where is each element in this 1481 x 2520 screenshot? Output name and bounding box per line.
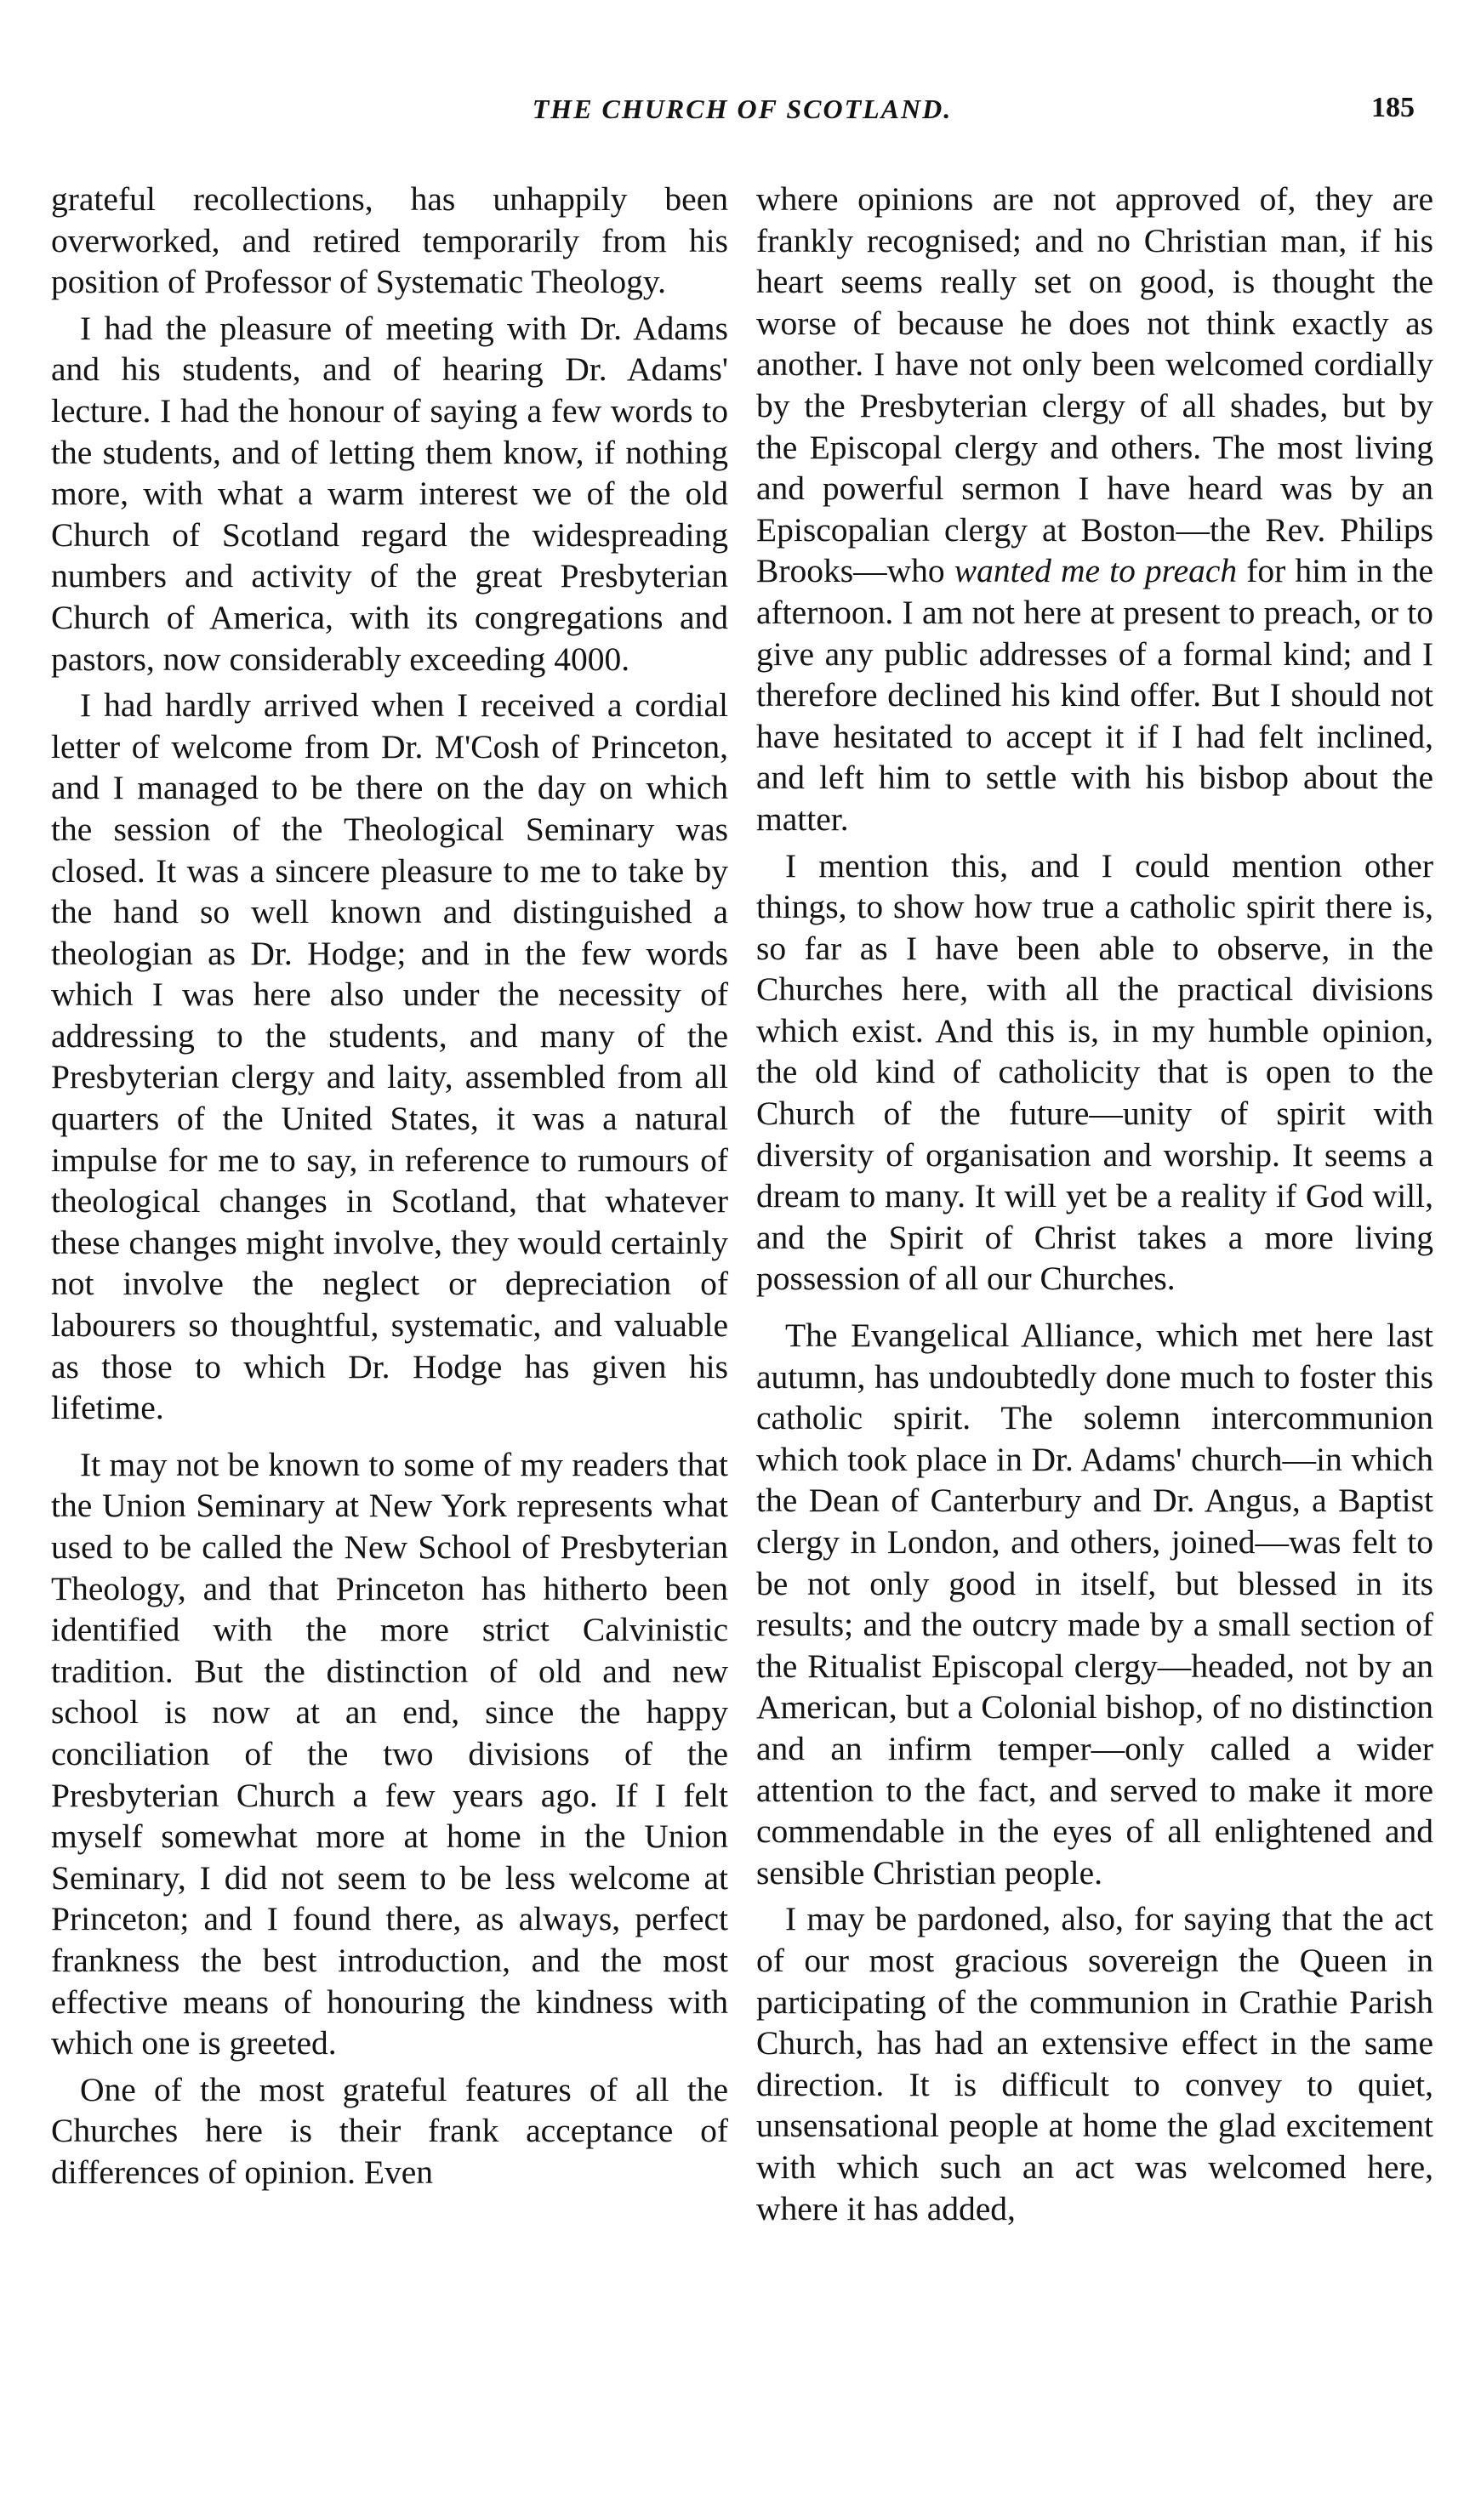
page-number: 185 bbox=[1371, 92, 1415, 123]
paragraph: One of the most grateful features of all the Churches here is their frank acceptance of differences of opinion. Even bbox=[51, 2070, 728, 2191]
book-page bbox=[51, 85, 1433, 2492]
emphasis-text: wanted me to preach bbox=[954, 552, 1238, 590]
paragraph-text: where opinions are not approved of, they are frankly recognised; and no Christian man, if his heart seems really set on good, is thought the worse of because he does not think exactly as another. I have not only been welcomed cordially by the Presbyterian clergy of all shades, but by the Episcopal clergy and others. The most living and powerful sermon I have heard was by an Episcopalian clergy at Boston—the Rev. Philips Brooks—who bbox=[756, 180, 1433, 590]
paragraph: grateful recollections, has unhappily been overworked, and retired temporarily from his position of Professor of Systematic Theology. bbox=[51, 180, 728, 301]
paragraph: I may be pardoned, also, for saying that the act of our most gracious sovereign the Queen in participating of the communion in Crathie Parish Church, has had an extensive effect in the same direction. It is difficult to convey to quiet, unsensational people at home the glad excitement with which such an act was welcomed here, where it has added, bbox=[756, 1900, 1433, 2227]
paragraph: I had hardly arrived when I received a cordial letter of welcome from Dr. M'Cosh of Princeton, and I managed to be there on the day on which the session of the Theological Seminary was closed. It was a sincere pleasure to me to take by the hand so well known and distinguished a theologian as Dr. Hodge; and in the few words which I was here also under the necessity of addressing to the students, and many of the Presbyterian clergy and laity, assembled from all quarters of the United States, it was a natural impulse for me to say, in reference to rumours of theological changes in Scotland, that whatever these changes might involve, they would certainly not involve the neglect or depreciation of labourers so thoughtful, systematic, and valuable as those to which Dr. Hodge has given his lifetime. bbox=[51, 686, 728, 1427]
text-columns bbox=[51, 179, 1433, 2229]
left-column bbox=[51, 179, 728, 2229]
paragraph-text: for him in the afternoon. I am not here at present to preach, or to give any public addresses of a formal kind; and I therefore declined his kind offer. But I should not have hesitated to accept it if I had felt inclined, and left him to settle with his bisbop about the matter. bbox=[756, 552, 1433, 838]
paragraph: It may not be known to some of my readers that the Union Seminary at New York represents what used to be called the New School of Presbyterian Theology, and that Princeton has hitherto been identified with the more strict Calvinistic tradition. But the distinction of old and new school is now at an end, since the happy conciliation of the two divisions of the Presbyterian Church a few years ago. If I felt myself somewhat more at home in the Union Seminary, I did not seem to be less welcome at Princeton; and I found there, as always, perfect frankness the best introduction, and the most effective means of honouring the kindness with which one is greeted. bbox=[51, 1445, 728, 2062]
paragraph: I had the pleasure of meeting with Dr. Adams and his students, and of hearing Dr. Adams' lecture. I had the honour of saying a few words to the students, and of letting them know, if nothing more, with what a warm interest we of the old Church of Scotland regard the widespreading numbers and activity of the great Presbyterian Church of America, with its congregations and pastors, now considerably exceeding 4000. bbox=[51, 309, 728, 678]
paragraph: The Evangelical Alliance, which met here last autumn, has undoubtedly done much to foster this catholic spirit. The solemn intercommunion which took place in Dr. Adams' church—in which the Dean of Canterbury and Dr. Angus, a Baptist clergy in London, and others, joined—was felt to be not only good in itself, but blessed in its results; and the outcry made by a small section of the Ritualist Episcopal clergy—headed, not by an American, but a Colonial bishop, of no distinction and an infirm temper—only called a wider attention to the fact, and served to make it more commendable in the eyes of all enlightened and sensible Christian people. bbox=[756, 1317, 1433, 1891]
running-title: THE CHURCH OF SCOTLAND. bbox=[532, 94, 953, 124]
paragraph: I mention this, and I could mention other things, to show how true a catholic spirit there is, so far as I have been able to observe, in the Churches here, with all the practical divisions which exist. And this is, in my humble opinion, the old kind of catholicity that is open to the Church of the future—unity of spirit with diversity of organisation and worship. It seems a dream to many. It will yet be a reality if God will, and the Spirit of Christ takes a more living possession of all our Churches. bbox=[756, 846, 1433, 1298]
paragraph bbox=[756, 179, 1433, 840]
running-head bbox=[51, 85, 1433, 136]
right-column bbox=[756, 179, 1433, 2229]
